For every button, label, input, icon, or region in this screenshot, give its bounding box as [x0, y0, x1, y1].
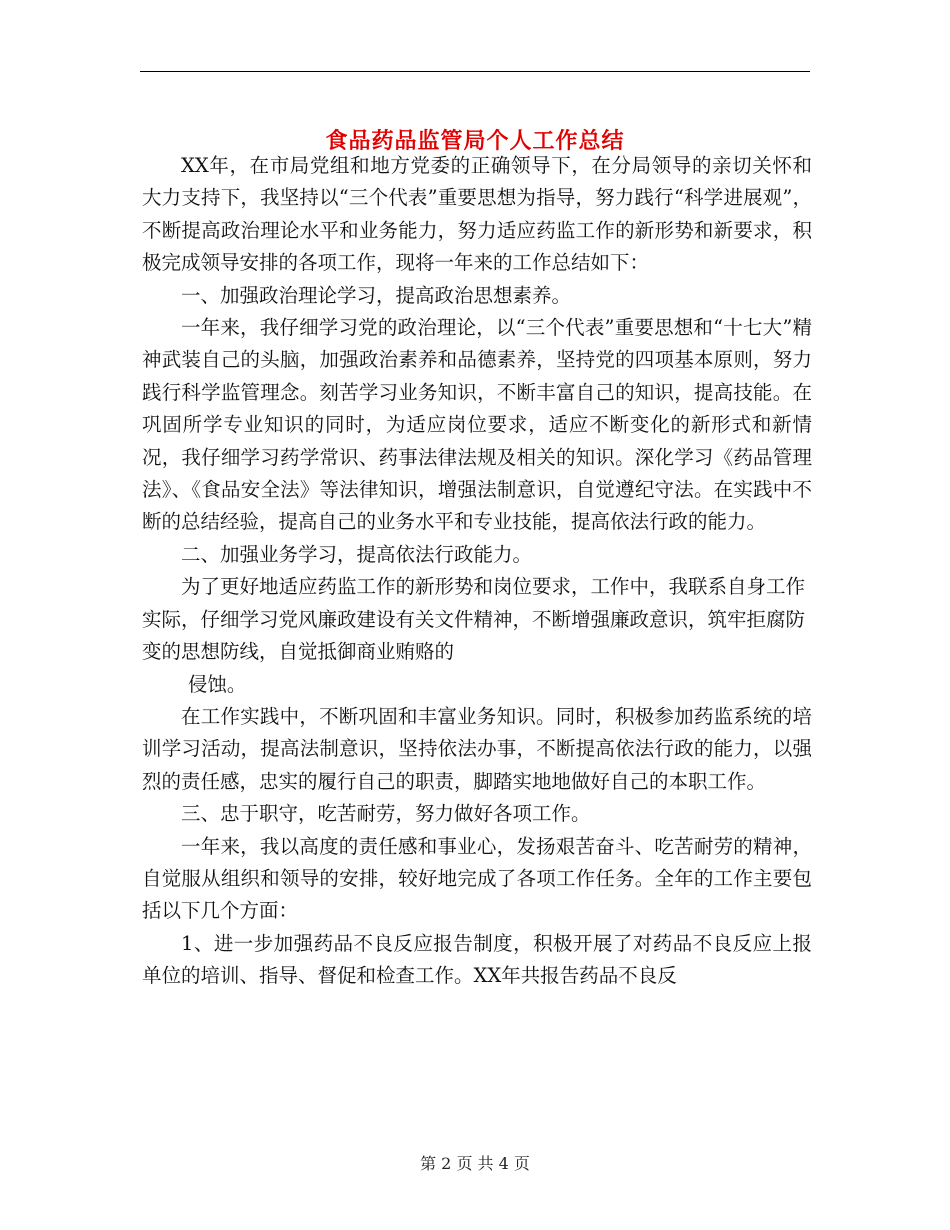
paragraph-intro: XX年，在市局党组和地方党委的正确领导下，在分局领导的亲切关怀和大力支持下，我坚持以“三个代表”重要思想为指导，努力践行“科学进展观”，不断提高政治理论水平和业务能力，努力适应药监工作的新形势和新要求，积极完成领导安排的各项工作，现将一年来的工作总结如下：	[142, 154, 812, 275]
document-title: 食品药品监管局个人工作总结	[325, 127, 625, 154]
paragraph-business: 为了更好地适应药监工作的新形势和岗位要求，工作中，我联系自身工作实际，仔细学习党风廉政建设有关文件精神，不断增强廉政意识，筑牢拒腐防变的思想防线，自觉抵御商业贿赂的	[142, 575, 806, 664]
paragraph-practice: 在工作实践中，不断巩固和丰富业务知识。同时，积极参加药监系统的培训学习活动，提高法制意识，坚持依法办事，不断提高依法行政的能力，以强烈的责任感，忠实的履行自己的职责，脚踏实地地做好自己的本职工作。	[142, 704, 812, 793]
section-heading-2: 二、加强业务学习，提高依法行政能力。	[181, 542, 533, 566]
section-heading-3: 三、忠于职守，吃苦耐劳，努力做好各项工作。	[181, 802, 591, 826]
paragraph-item-1: 1、进一步加强药品不良反应报告制度，积极开展了对药品不良反应上报单位的培训、指导、督促和检查工作。XX年共报告药品不良反	[142, 931, 812, 988]
header-rule	[140, 71, 810, 72]
paragraph-business-continued: 侵蚀。	[187, 672, 247, 696]
page-indicator: 第 2 页 共 4 页	[420, 1154, 530, 1173]
paragraph-duty: 一年来，我以高度的责任感和事业心，发扬艰苦奋斗、吃苦耐劳的精神，自觉服从组织和领导的安排，较好地完成了各项工作任务。全年的工作主要包括以下几个方面：	[142, 834, 812, 923]
paragraph-politics: 一年来，我仔细学习党的政治理论，以“三个代表”重要思想和“十七大”精神武装自己的头脑，加强政治素养和品德素养，坚持党的四项基本原则，努力践行科学监管理念。刻苦学习业务知识，不断丰富自己的知识，提高技能。在巩固所学专业知识的同时，为适应岗位要求，适应不断变化的新形式和新情况，我仔细学习药学常识、药事法律法规及相关的知识。深化学习《药品管理法》、《食品安全法》等法律知识，增强法制意识，自觉遵纪守法。在实践中不断的总结经验，提高自己的业务水平和专业技能，提高依法行政的能力。	[142, 316, 812, 534]
section-heading-1: 一、加强政治理论学习，提高政治思想素养。	[181, 283, 572, 307]
document-body	[142, 150, 812, 993]
